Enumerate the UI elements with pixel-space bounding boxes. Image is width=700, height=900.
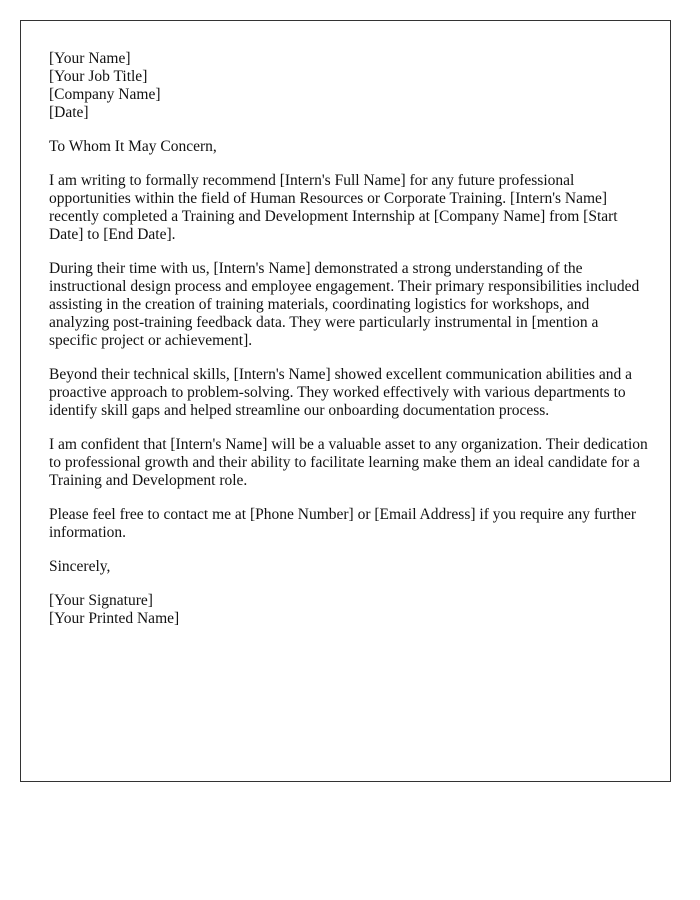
signature-block bbox=[49, 592, 650, 628]
closing: Sincerely, bbox=[49, 558, 111, 575]
body-paragraph-contact: Please feel free to contact me at [Phone Number] or [Email Address] if you require any further information. bbox=[49, 506, 637, 541]
body-paragraph-endorsement: I am confident that [Intern's Name] will be a valuable asset to any organization. Their dedication to professional growth and their ability to facilitate learning make them an ideal candidate for a Training and Development role. bbox=[49, 436, 648, 489]
body-paragraph-soft-skills: Beyond their technical skills, [Intern's Name] showed excellent communication abilities and a proactive approach to problem-solving. They worked effectively with various departments to identify skill gaps and helped streamline our onboarding documentation process. bbox=[49, 366, 633, 419]
recommendation-letter bbox=[20, 20, 671, 782]
body-paragraph-intro: I am writing to formally recommend [Intern's Full Name] for any future professional opportunities within the field of Human Resources or Corporate Training. [Intern's Name] recently completed a Training and Development Internship at [Company Name] from [Start Date] to [End Date]. bbox=[49, 172, 618, 243]
salutation: To Whom It May Concern, bbox=[49, 138, 217, 155]
signature: [Your Signature] bbox=[49, 592, 153, 609]
body-paragraph-responsibilities: During their time with us, [Intern's Name] demonstrated a strong understanding of the instructional design process and employee engagement. Their primary responsibilities included assisting in the creation of training materials, coordinating logistics for workshops, and analyzing post-training feedback data. They were particularly instrumental in [mention a specific project or achievement]. bbox=[49, 260, 640, 349]
sender-name: [Your Name] bbox=[49, 50, 131, 67]
printed-name: [Your Printed Name] bbox=[49, 610, 180, 627]
sender-block bbox=[49, 50, 650, 122]
sender-company: [Company Name] bbox=[49, 86, 161, 103]
letter-date: [Date] bbox=[49, 104, 89, 121]
sender-job-title: [Your Job Title] bbox=[49, 68, 148, 85]
